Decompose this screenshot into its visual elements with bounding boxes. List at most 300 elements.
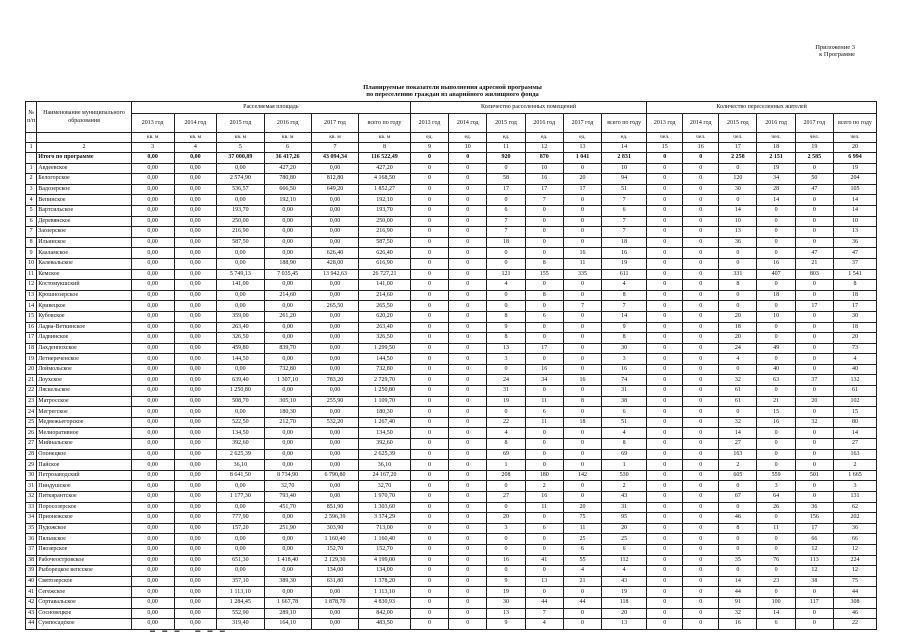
total-label: Итого по программе [37, 153, 132, 164]
table-cell: 0 [683, 195, 719, 206]
table-cell: 0 [449, 608, 487, 619]
title-line-1: Планируемые показатели выполнения адресной программы [363, 84, 542, 91]
table-cell: 631,80 [311, 576, 358, 587]
total-value-cell: 0,00 [131, 153, 174, 164]
table-cell: 38 [602, 396, 647, 407]
table-cell: 0 [410, 481, 448, 492]
header-year: 2013 год [647, 114, 683, 133]
table-cell: 1 303,60 [359, 502, 411, 513]
table-cell: 61 [833, 386, 876, 397]
table-cell: 0 [647, 619, 683, 630]
table-cell: 0 [683, 566, 719, 577]
table-cell: 50 [795, 174, 833, 185]
table-cell: 26 [757, 502, 795, 513]
table-cell: 0 [487, 195, 525, 206]
municipality-name: Кривецкое [37, 301, 132, 312]
table-cell: 783,20 [311, 375, 358, 386]
table-cell: 3 [602, 354, 647, 365]
table-cell: 0,00 [311, 205, 358, 216]
table-cell: 204 [833, 174, 876, 185]
table-cell: 0 [410, 290, 448, 301]
table-cell: 69 [602, 449, 647, 460]
column-index-cell: 6 [264, 143, 311, 153]
table-cell: 0 [449, 364, 487, 375]
table-cell: 141,00 [217, 280, 264, 291]
table-cell: 20 [487, 513, 525, 524]
table-cell: 0 [410, 502, 448, 513]
table-cell: 0 [449, 375, 487, 386]
table-cell: 163 [719, 449, 757, 460]
table-cell: 0 [647, 417, 683, 428]
table-cell: 0,00 [174, 205, 217, 216]
table-cell: 20 [719, 311, 757, 322]
municipality-name: Рабочеостровское [37, 555, 132, 566]
table-cell: 14 [833, 195, 876, 206]
table-cell: 0 [410, 407, 448, 418]
table-cell: 0 [410, 184, 448, 195]
table-cell: 152,70 [311, 544, 358, 555]
table-cell: 0 [683, 237, 719, 248]
table-cell: 36 [719, 237, 757, 248]
table-cell: 0,00 [131, 375, 174, 386]
table-cell: 0 [410, 237, 448, 248]
table-cell: 214,60 [264, 290, 311, 301]
table-cell: 0,00 [217, 407, 264, 418]
table-cell: 0,00 [174, 343, 217, 354]
table-cell: 0 [525, 460, 563, 471]
table-cell: 0 [410, 386, 448, 397]
row-number: 31 [26, 481, 37, 492]
table-cell: 0 [683, 417, 719, 428]
table-cell: 0,00 [174, 258, 217, 269]
table-cell: 0 [647, 343, 683, 354]
row-number: 39 [26, 566, 37, 577]
table-cell: 0,00 [174, 396, 217, 407]
table-cell: 0 [683, 364, 719, 375]
table-row [26, 343, 877, 354]
table-cell: 1 267,40 [359, 417, 411, 428]
total-value-cell: 1 041 [563, 153, 601, 164]
table-cell: 530 [602, 470, 647, 481]
table-cell: 32 [719, 608, 757, 619]
table-cell: 0 [449, 587, 487, 598]
table-cell: 22 [487, 417, 525, 428]
table-cell: 331 [719, 269, 757, 280]
table-cell: 36,10 [359, 460, 411, 471]
header-year: 2014 год [174, 114, 217, 133]
table-cell: 0,00 [174, 375, 217, 386]
row-number: 35 [26, 523, 37, 534]
table-cell: 0 [647, 587, 683, 598]
table-cell: 0 [449, 237, 487, 248]
municipality-name: Калевальское [37, 258, 132, 269]
table-cell: 19 [602, 258, 647, 269]
table-cell: 0 [757, 534, 795, 545]
table-cell: 0 [449, 417, 487, 428]
total-value-cell: 870 [525, 153, 563, 164]
column-index-cell: 18 [757, 143, 795, 153]
municipality-name: Мегрегское [37, 407, 132, 418]
table-cell: 0 [410, 216, 448, 227]
table-cell: 713,00 [359, 523, 411, 534]
table-cell: 16 [602, 248, 647, 259]
table-cell: 0 [757, 237, 795, 248]
row-number: 16 [26, 322, 37, 333]
table-cell: 0,00 [174, 523, 217, 534]
table-cell: 6 [525, 523, 563, 534]
table-cell: 30 [719, 184, 757, 195]
table-cell: 0,00 [174, 311, 217, 322]
municipality-name: Вартсильское [37, 205, 132, 216]
table-cell: 559 [757, 470, 795, 481]
table-cell: 117 [795, 597, 833, 608]
table-cell: 0 [563, 290, 601, 301]
table-cell: 0 [487, 258, 525, 269]
table-cell: 0,00 [131, 237, 174, 248]
header-unit: ед. [525, 133, 563, 143]
table-cell: 20 [795, 396, 833, 407]
table-cell: 10 [525, 163, 563, 174]
table-cell: 20 [602, 608, 647, 619]
table-cell: 0 [563, 216, 601, 227]
table-cell: 0 [795, 216, 833, 227]
table-cell: 17 [795, 301, 833, 312]
table-cell: 0 [563, 428, 601, 439]
table-cell: 261,20 [264, 311, 311, 322]
table-cell: 508,70 [217, 396, 264, 407]
table-cell: 16 [757, 258, 795, 269]
table-cell: 0,00 [174, 269, 217, 280]
table-cell: 651,30 [217, 555, 264, 566]
table-cell: 0 [525, 322, 563, 333]
table-cell: 0,00 [174, 174, 217, 185]
table-cell: 0,00 [311, 428, 358, 439]
table-cell: 0,00 [174, 566, 217, 577]
municipality-name: Заозерское [37, 227, 132, 238]
table-cell: 0 [647, 216, 683, 227]
row-number: 10 [26, 258, 37, 269]
table-cell: 0 [683, 322, 719, 333]
table-cell: 0 [487, 407, 525, 418]
table-cell: 35 [719, 555, 757, 566]
table-cell: 0 [449, 492, 487, 503]
table-cell: 0,00 [311, 280, 358, 291]
table-cell: 212,70 [264, 417, 311, 428]
table-cell: 428,00 [311, 258, 358, 269]
table-cell: 152,70 [359, 544, 411, 555]
table-cell: 0 [647, 174, 683, 185]
table-cell: 3 [487, 523, 525, 534]
table-cell: 0 [449, 619, 487, 630]
municipality-name: Прионежское [37, 513, 132, 524]
table-cell: 202 [833, 513, 876, 524]
table-cell: 0 [647, 184, 683, 195]
table-cell: 0,00 [311, 227, 358, 238]
table-cell: 0,00 [131, 597, 174, 608]
table-cell: 0 [647, 375, 683, 386]
table-cell: 0,00 [264, 301, 311, 312]
row-number: 37 [26, 544, 37, 555]
table-cell: 0 [757, 386, 795, 397]
table-cell: 0 [410, 205, 448, 216]
total-value-cell: 2 831 [602, 153, 647, 164]
table-cell: 587,50 [359, 237, 411, 248]
table-cell: 0,00 [131, 301, 174, 312]
table-row [26, 576, 877, 587]
table-cell: 0 [563, 354, 601, 365]
header-unit: чел. [647, 133, 683, 143]
table-cell: 777,90 [217, 513, 264, 524]
table-cell: 0,00 [131, 184, 174, 195]
table-cell: 8 [487, 333, 525, 344]
table-cell: 0 [795, 407, 833, 418]
table-cell: 263,40 [217, 322, 264, 333]
column-index-cell: 11 [487, 143, 525, 153]
table-cell: 0,00 [311, 195, 358, 206]
table-cell: 0 [719, 364, 757, 375]
header-year: 2015 год [719, 114, 757, 133]
table-cell: 0,00 [311, 407, 358, 418]
table-cell: 32 [719, 417, 757, 428]
table-cell: 180,30 [359, 407, 411, 418]
table-cell: 0,00 [217, 364, 264, 375]
total-value-cell: 0 [410, 153, 448, 164]
column-index-cell: 8 [359, 143, 411, 153]
table-cell: 67 [719, 492, 757, 503]
municipality-name: Ильинское [37, 237, 132, 248]
table-cell: 0 [757, 216, 795, 227]
table-cell: 11 [563, 258, 601, 269]
table-row [26, 587, 877, 598]
table-cell: 0 [563, 619, 601, 630]
table-cell: 0,00 [131, 280, 174, 291]
table-cell: 0 [795, 386, 833, 397]
table-cell: 0,00 [311, 460, 358, 471]
table-cell: 0,00 [174, 184, 217, 195]
table-body [26, 143, 877, 630]
table-cell: 0 [525, 587, 563, 598]
table-cell: 0 [410, 566, 448, 577]
table-cell: 732,80 [359, 364, 411, 375]
total-value-cell: 37 000,89 [217, 153, 264, 164]
table-cell: 0 [683, 280, 719, 291]
table-cell: 0 [795, 587, 833, 598]
table-cell: 18 [719, 322, 757, 333]
municipality-name: Святозерское [37, 576, 132, 587]
table-cell: 31 [487, 386, 525, 397]
table-cell: 74 [602, 375, 647, 386]
table-cell: 27 [833, 439, 876, 450]
table-cell: 6 [525, 311, 563, 322]
total-value-cell: 2 585 [795, 153, 833, 164]
table-row [26, 237, 877, 248]
table-cell: 8 [719, 280, 757, 291]
table-cell: 0,00 [131, 386, 174, 397]
table-cell: 0 [563, 364, 601, 375]
table-cell: 16 [563, 375, 601, 386]
table-cell: 0 [757, 301, 795, 312]
total-value-cell: 0 [449, 153, 487, 164]
table-cell: 40 [833, 364, 876, 375]
table-cell: 0 [410, 375, 448, 386]
table-cell: 0,00 [131, 566, 174, 577]
table-cell: 0 [647, 523, 683, 534]
table-cell: 0 [647, 492, 683, 503]
table-cell: 0 [683, 492, 719, 503]
table-cell: 4 [602, 566, 647, 577]
table-row [26, 195, 877, 206]
header-year: 2014 год [449, 114, 487, 133]
table-cell: 0,00 [217, 301, 264, 312]
table-cell: 0 [647, 290, 683, 301]
table-cell: 0 [795, 449, 833, 460]
table-cell: 36 [833, 523, 876, 534]
table-cell: 30 [602, 343, 647, 354]
table-cell: 0 [647, 333, 683, 344]
table-cell: 0 [449, 216, 487, 227]
table-cell: 0,00 [131, 174, 174, 185]
table-cell: 0 [449, 396, 487, 407]
table-cell: 0,00 [131, 407, 174, 418]
table-cell: 616,90 [359, 258, 411, 269]
table-cell: 0 [449, 311, 487, 322]
table-cell: 17 [795, 523, 833, 534]
header-unit: чел. [757, 133, 795, 143]
municipality-name: Петрозаводский [37, 470, 132, 481]
table-cell: 0 [795, 439, 833, 450]
table-cell: 0,00 [264, 534, 311, 545]
row-number: 23 [26, 396, 37, 407]
header-group-area: Расселяемая площадь [131, 102, 410, 114]
municipality-name: Крошнозерское [37, 290, 132, 301]
table-cell: 0 [449, 322, 487, 333]
table-cell: 0 [410, 608, 448, 619]
table-cell: 141,00 [359, 280, 411, 291]
municipality-name: Поросозерское [37, 502, 132, 513]
table-cell: 0,00 [311, 343, 358, 354]
table-cell: 0 [647, 311, 683, 322]
table-cell: 2 574,90 [217, 174, 264, 185]
table-cell: 58 [487, 174, 525, 185]
table-cell: 0 [449, 513, 487, 524]
table-cell: 0,00 [264, 566, 311, 577]
table-cell: 0 [683, 481, 719, 492]
table-cell: 3 [833, 481, 876, 492]
table-cell: 0,00 [311, 290, 358, 301]
total-value-cell: 6 994 [833, 153, 876, 164]
table-cell: 0 [487, 502, 525, 513]
table-cell: 335 [563, 269, 601, 280]
table-cell: 7 [602, 216, 647, 227]
table-cell: 0 [525, 428, 563, 439]
table-cell: 100 [757, 597, 795, 608]
table-cell: 483,50 [359, 619, 411, 630]
table-cell: 0 [487, 481, 525, 492]
table-cell: 0 [449, 449, 487, 460]
table-cell: 251,90 [264, 523, 311, 534]
table-cell: 9 [487, 619, 525, 630]
table-cell: 13 942,63 [311, 269, 358, 280]
table-cell: 0,00 [174, 301, 217, 312]
table-cell: 0 [525, 227, 563, 238]
table-cell: 4 [487, 428, 525, 439]
table-row [26, 375, 877, 386]
table-cell: 0 [647, 470, 683, 481]
table-cell: 4 [833, 354, 876, 365]
table-cell: 0,00 [131, 439, 174, 450]
row-number: 43 [26, 608, 37, 619]
table-cell: 188,90 [264, 258, 311, 269]
table-cell: 31 [602, 502, 647, 513]
table-cell: 0 [449, 354, 487, 365]
table-cell: 0 [757, 205, 795, 216]
table-cell: 44 [719, 587, 757, 598]
table-cell: 0 [719, 534, 757, 545]
municipality-name: Авдеевское [37, 163, 132, 174]
table-cell: 0,00 [311, 216, 358, 227]
table-cell: 0 [449, 428, 487, 439]
table-row [26, 227, 877, 238]
column-index-cell: 14 [602, 143, 647, 153]
table-cell: 192,10 [264, 195, 311, 206]
table-row [26, 354, 877, 365]
table-cell: 326,50 [359, 333, 411, 344]
municipality-name: Олонецкое [37, 449, 132, 460]
table-row [26, 470, 877, 481]
table-cell: 13 [487, 343, 525, 354]
table-cell: 0 [410, 439, 448, 450]
table-cell: 2 625,39 [217, 449, 264, 460]
table-cell: 0 [757, 280, 795, 291]
row-number: 14 [26, 301, 37, 312]
table-cell: 0 [647, 576, 683, 587]
table-cell: 0 [757, 439, 795, 450]
municipality-name: Костомукшский [37, 280, 132, 291]
table-cell: 18 [602, 237, 647, 248]
table-cell: 0 [563, 386, 601, 397]
table-cell: 0 [757, 322, 795, 333]
column-index-cell: 5 [217, 143, 264, 153]
table-cell: 7 [563, 301, 601, 312]
table-cell: 80 [833, 417, 876, 428]
table-cell: 780,80 [264, 174, 311, 185]
table-row [26, 407, 877, 418]
table-cell: 24 167,20 [359, 470, 411, 481]
table-cell: 11 [525, 396, 563, 407]
table-cell: 0 [757, 354, 795, 365]
table-cell: 0,00 [311, 587, 358, 598]
table-cell: 24 [719, 343, 757, 354]
table-cell: 263,40 [359, 322, 411, 333]
table-cell: 25 [563, 534, 601, 545]
table-cell: 0 [795, 608, 833, 619]
table-row [26, 597, 877, 608]
table-cell: 0,00 [264, 386, 311, 397]
municipality-name: Лоухское [37, 375, 132, 386]
table-cell: 0 [647, 460, 683, 471]
row-number: 15 [26, 311, 37, 322]
table-cell: 319,40 [217, 619, 264, 630]
table-cell: 134,50 [359, 428, 411, 439]
table-cell: 25 [602, 534, 647, 545]
municipality-name: Деревянское [37, 216, 132, 227]
table-cell: 0,00 [311, 163, 358, 174]
table-cell: 193,70 [217, 205, 264, 216]
row-number: 28 [26, 449, 37, 460]
table-cell: 0 [525, 280, 563, 291]
table-row [26, 555, 877, 566]
table-cell: 6 790,80 [311, 470, 358, 481]
